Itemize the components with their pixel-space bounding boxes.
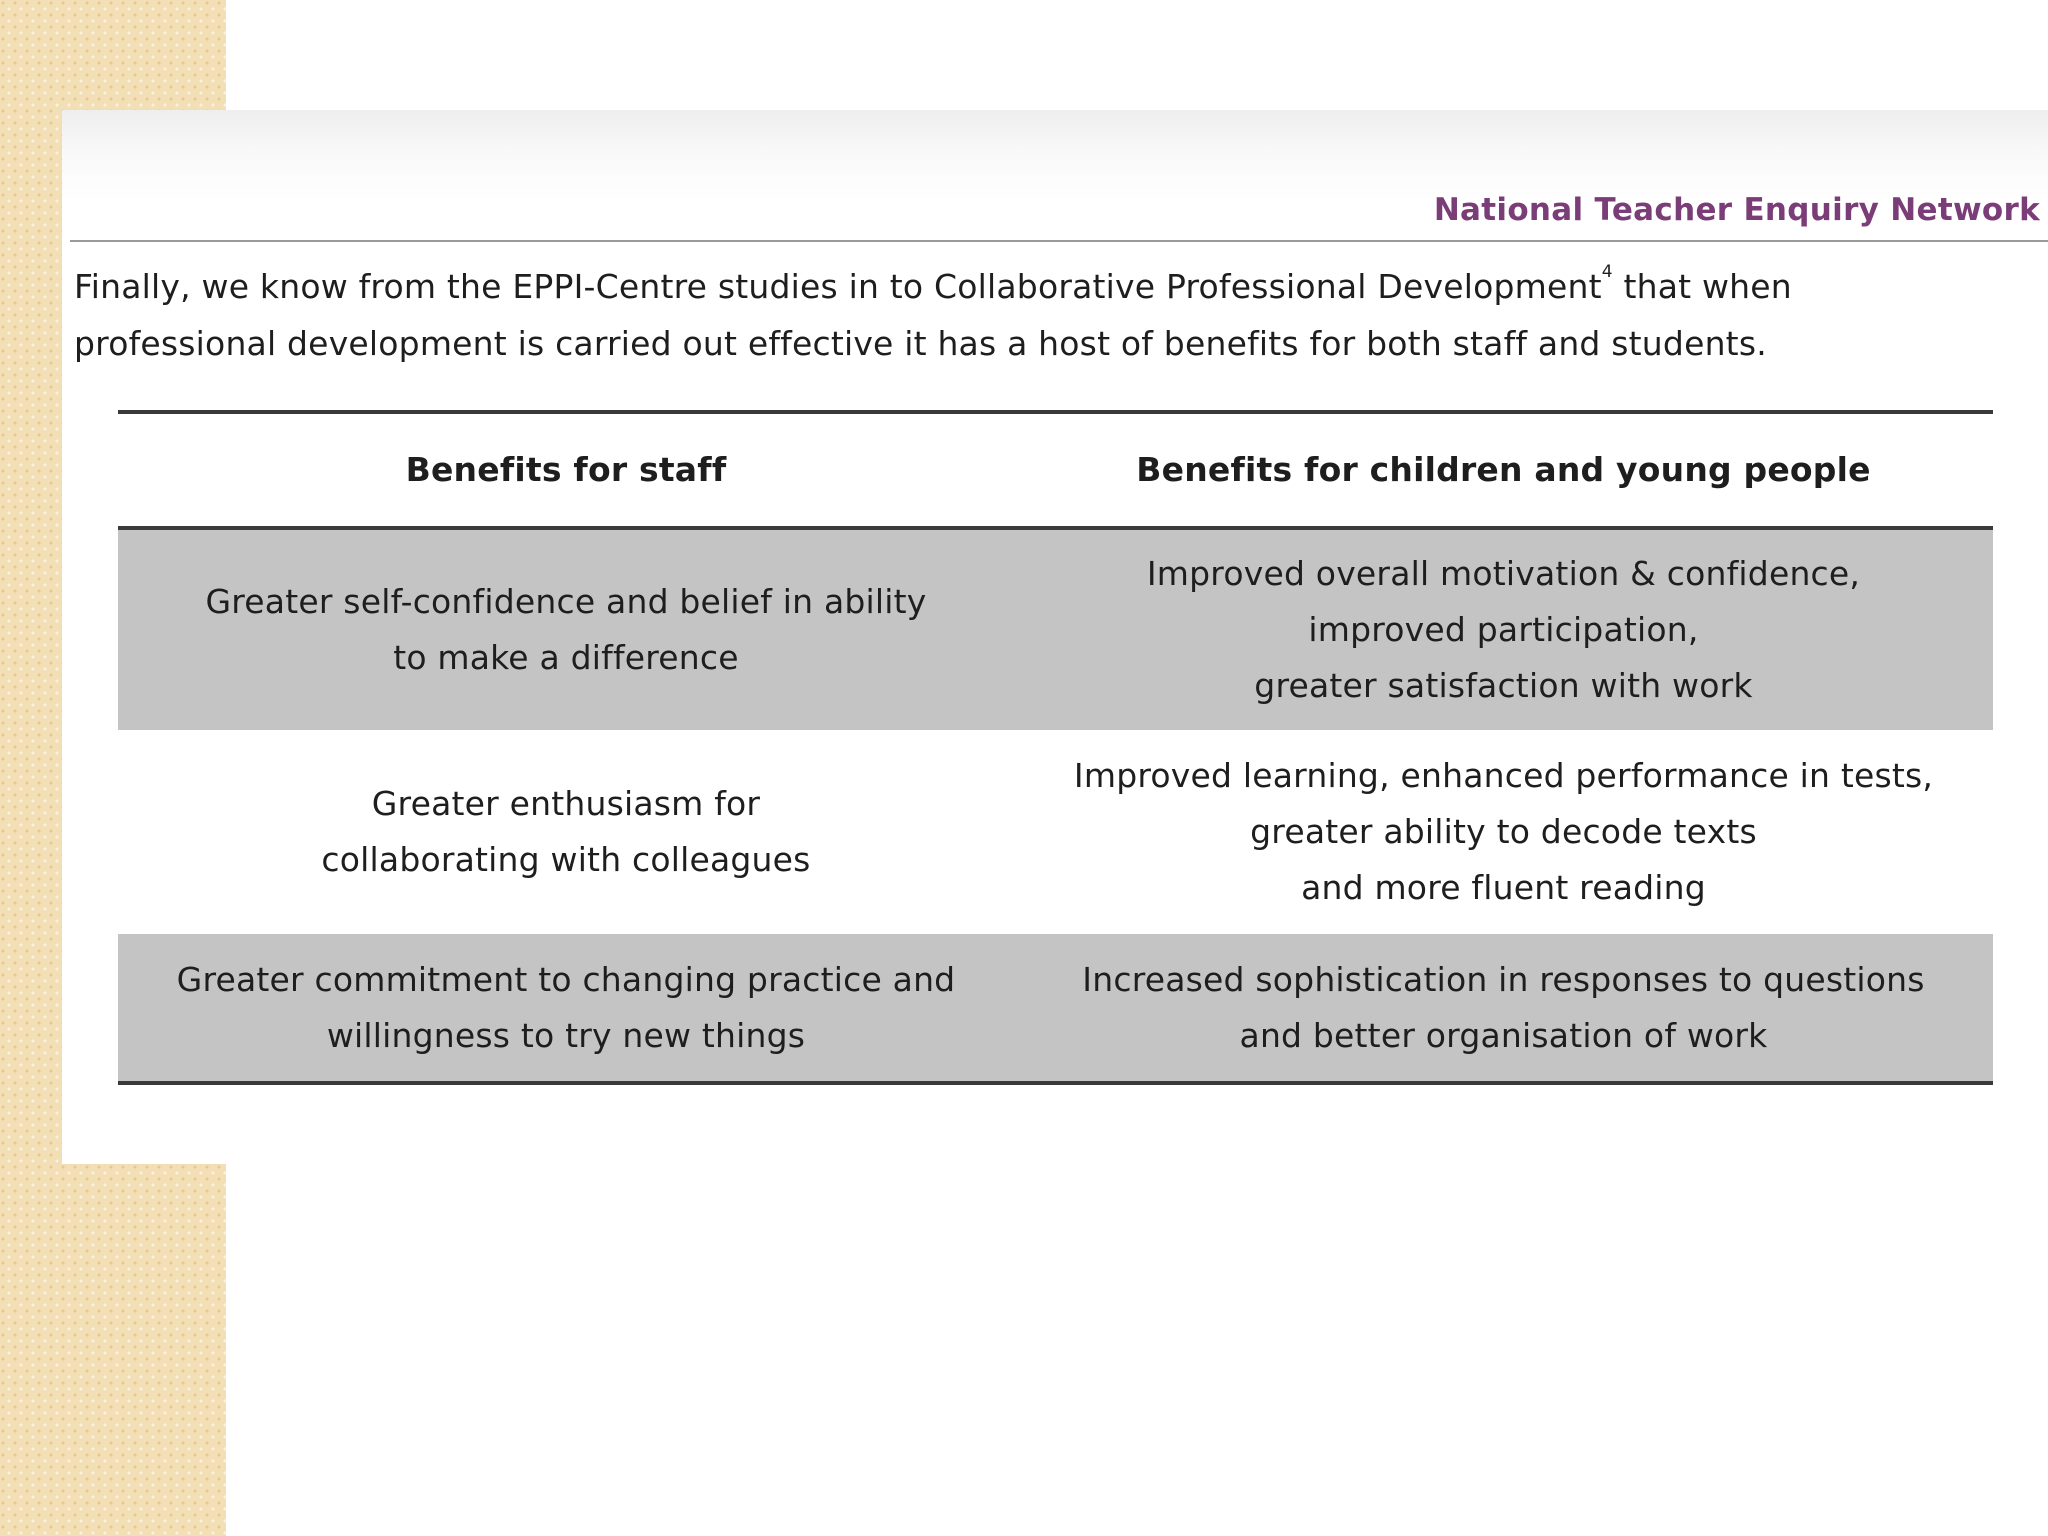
staff-benefit-cell	[118, 934, 1014, 1081]
staff-benefit-cell	[118, 530, 1014, 730]
cell-line: improved participation,	[1308, 610, 1699, 649]
header-benefits-staff: Benefits for staff	[405, 450, 727, 489]
cell-line: Greater commitment to changing practice and	[176, 959, 956, 999]
cell-line: and more fluent reading	[1301, 868, 1706, 907]
document-excerpt	[62, 110, 2048, 1164]
cell-line: greater ability to decode texts	[1250, 812, 1757, 851]
header-divider	[70, 240, 2048, 242]
cell-line: Improved learning, enhanced performance in tests,	[1073, 756, 1934, 795]
intro-line-2: professional development is carried out effective it has a host of benefits for both staff and students.	[74, 324, 1767, 363]
cell-line: and better organisation of work	[1239, 1015, 1768, 1055]
benefits-table	[118, 410, 1993, 1085]
table-row	[118, 530, 1993, 730]
footnote-marker: 4	[1601, 262, 1613, 282]
header-benefits-children: Benefits for children and young people	[1136, 450, 1871, 489]
cell-line: Improved overall motivation & confidence,	[1146, 554, 1861, 593]
table-row	[118, 934, 1993, 1081]
table-header-row	[118, 414, 1993, 526]
intro-line-1-tail: that when	[1612, 267, 1792, 306]
children-benefit-cell	[1014, 730, 1993, 934]
children-benefit-cell	[1014, 934, 1993, 1081]
cell-line: Increased sophistication in responses to questions	[1082, 959, 1925, 999]
intro-line-1-text: Finally, we know from the EPPI-Centre studies in to Collaborative Professional Development	[74, 267, 1602, 306]
intro-line-1	[74, 258, 2024, 315]
cell-line: collaborating with colleagues	[321, 840, 811, 879]
network-name: National Teacher Enquiry Network	[1433, 192, 2040, 228]
cell-line: to make a difference	[393, 638, 739, 677]
table-row	[118, 730, 1993, 934]
cell-line: greater satisfaction with work	[1254, 666, 1753, 705]
cell-line: Greater self-confidence and belief in ability	[205, 582, 927, 621]
staff-benefit-cell	[118, 730, 1014, 934]
cell-line: Greater enthusiasm for	[371, 784, 761, 823]
cell-line: willingness to try new things	[326, 1015, 806, 1055]
children-benefit-cell	[1014, 530, 1993, 730]
table-bottom-rule	[118, 1081, 1993, 1085]
intro-paragraph	[74, 258, 2024, 372]
